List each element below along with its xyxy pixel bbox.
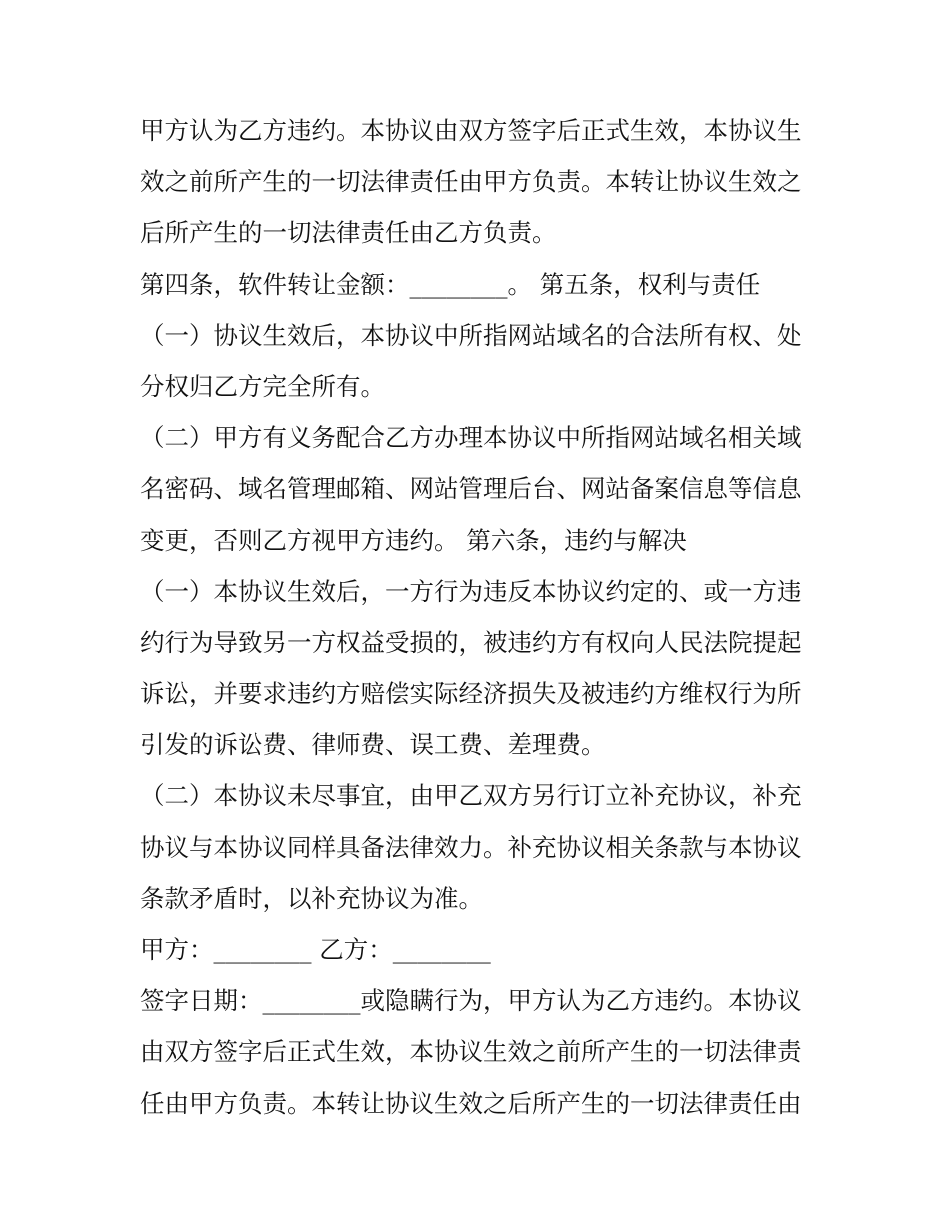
text-line: （一）本协议生效后，一方行为违反本协议约定的、或一方违 [140, 576, 802, 606]
text-line: 第四条，软件转让金额：________。 第五条，权利与责任 [140, 269, 761, 299]
text-line: 名密码、域名管理邮箱、网站管理后台、网站备案信息等信息 [140, 474, 802, 504]
text-line: （二）甲方有义务配合乙方办理本协议中所指网站域名相关域 [140, 423, 802, 453]
text-line: 约行为导致另一方权益受损的，被违约方有权向人民法院提起 [140, 627, 802, 657]
text-line: 任由甲方负责。本转让协议生效之后所产生的一切法律责任由 [140, 1088, 802, 1118]
signature-line: 甲方：________ 乙方：________ [140, 935, 491, 964]
text-line: （二）本协议未尽事宜，由甲乙双方另行订立补充协议，补充 [140, 781, 802, 811]
text-line: 分权归乙方完全所有。 [140, 371, 385, 401]
text-line: 协议与本协议同样具备法律效力。补充协议相关条款与本协议 [140, 832, 802, 862]
agreement-text [140, 109, 820, 1133]
text-line: 甲方认为乙方违约。本协议由双方签字后正式生效，本协议生 [140, 116, 802, 145]
text-line: 变更，否则乙方视甲方违约。 第六条，违约与解决 [140, 525, 687, 555]
text-line: 引发的诉讼费、律师费、误工费、差理费。 [140, 730, 606, 760]
text-line: （一）协议生效后，本协议中所指网站域名的合法所有权、处 [140, 320, 802, 350]
text-line: 效之前所产生的一切法律责任由甲方负责。本转让协议生效之 [140, 167, 802, 197]
text-line: 由双方签字后正式生效，本协议生效之前所产生的一切法律责 [140, 1037, 802, 1067]
signing-date-line: 签字日期：________或隐瞒行为，甲方认为乙方违约。本协议 [140, 986, 802, 1016]
text-line: 条款矛盾时，以补充协议为准。 [140, 883, 483, 913]
text-line: 诉讼，并要求违约方赔偿实际经济损失及被违约方维权行为所 [140, 679, 802, 709]
text-line: 后所产生的一切法律责任由乙方负责。 [140, 218, 557, 248]
